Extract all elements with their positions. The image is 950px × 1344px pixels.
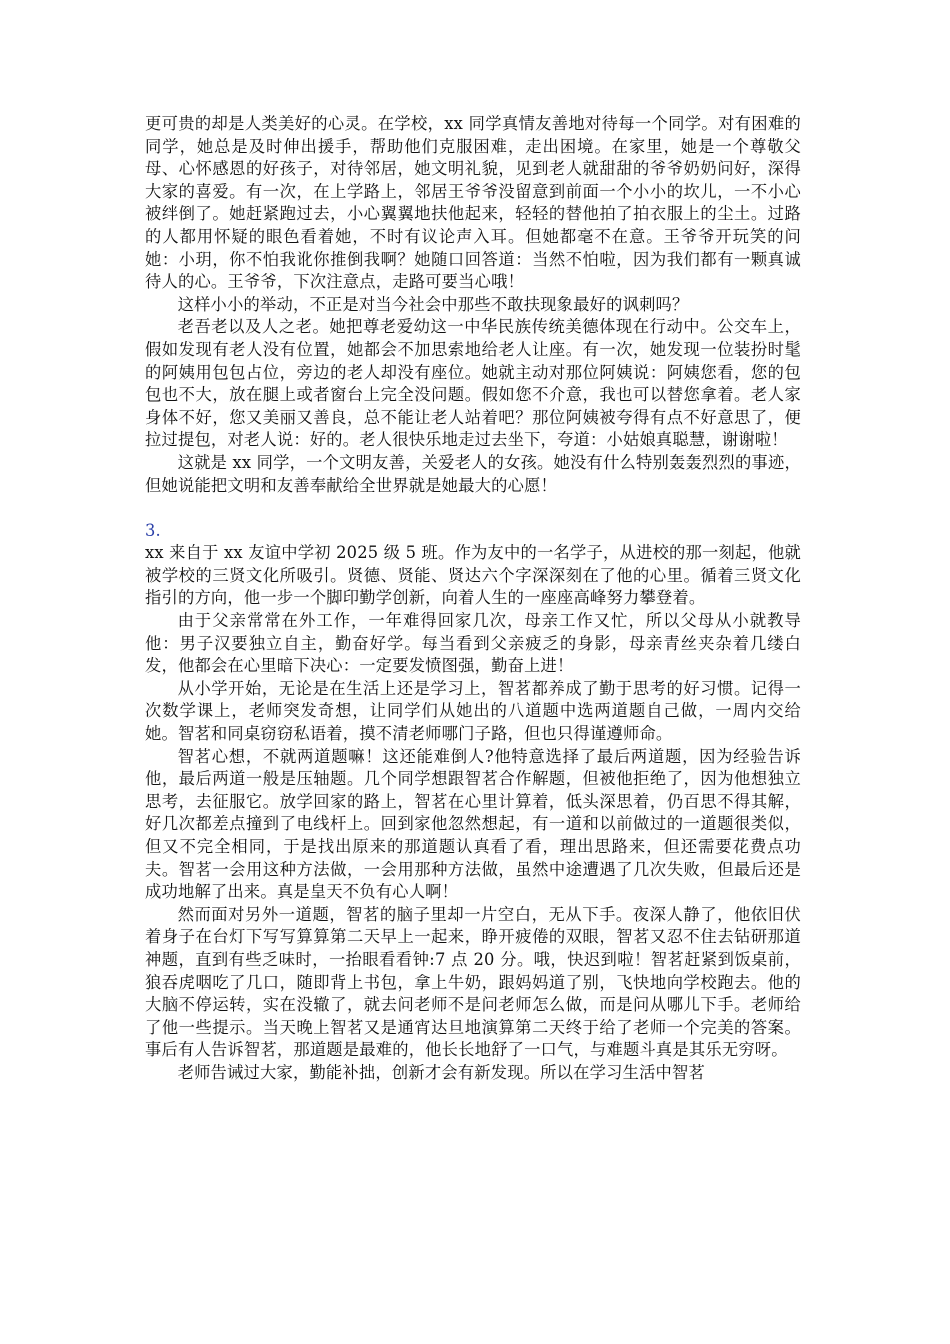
paragraph: 这样小小的举动，不正是对当今社会中那些不敢扶现象最好的讽刺吗？ <box>177 294 689 314</box>
blank-line <box>145 497 801 520</box>
paragraph: 由于父亲常常在外工作，一年难得回家几次，母亲工作又忙，所以父母从小就教导他：男子汉要独立自主，勤奋好学。每当看到父亲疲乏的身影，母亲青丝夹杂着几缕白发，他都会在心里暗下决心：一定要发愤图强，勤奋上进！ <box>145 611 801 676</box>
paragraph: 智茗心想，不就两道题嘛！这还能难倒人?他特意选择了最后两道题，因为经验告诉他，最后两道一般是压轴题。几个同学想跟智茗合作解题，但被他拒绝了，因为他想独立思考，去征服它。放学回家的路上，智茗在心里计算着，低头深思着，仍百思不得其解，好几次都差点撞到了电线杆上。回到家他忽然想起，有一道和以前做过的一道题很类似，但又不完全相同，于是找出原来的那道题认真看了看，理出思路来，但还需要花费点功夫。智茗一会用这种方法做，一会用那种方法做，虽然中途遭遇了几次失败，但最后还是成功地解了出来。真是皇天不负有心人啊！ <box>145 746 801 902</box>
paragraph: 老吾老以及人之老。她把尊老爱幼这一中华民族传统美德体现在行动中。公交车上，假如发现有老人没有位置，她都会不加思索地给老人让座。有一次，她发现一位装扮时髦的阿姨用包包占位，旁边的老人却没有座位。她就主动对那位阿姨说：阿姨您看，您的包包也不大，放在腿上或者窗台上完全没问题。假如您不介意，我也可以替您拿着。老人家身体不好，您又美丽又善良，总不能让老人站着吧？那位阿姨被夸得有点不好意思了，便拉过提包，对老人说：好的。老人很快乐地走过去坐下，夸道：小姑娘真聪慧，谢谢啦！ <box>145 317 801 450</box>
document-page <box>145 113 801 1085</box>
paragraph-continuation: 更可贵的却是人类美好的心灵。在学校，xx 同学真情友善地对待每一个同学。对有困难的同学，她总是及时伸出援手，帮助他们克服困难，走出困境。在家里，她是一个尊敬父母、心怀感恩的好孩子，对待邻居，她文明礼貌，见到老人就甜甜的爷爷奶奶问好，深得大家的喜爱。有一次，在上学路上，邻居王爷爷没留意到前面一个小小的坎儿，一不小心被绊倒了。她赶紧跑过去，小心翼翼地扶他起来，轻轻的替他拍了拍衣服上的尘土。过路的人都用怀疑的眼色看着她，不时有议论声入耳。但她都毫不在意。王爷爷开玩笑的问她：小玥，你不怕我讹你推倒我啊？她随口回答道：当然不怕啦，因为我们都有一颗真诚待人的心。王爷爷，下次注意点，走路可要当心哦！ <box>145 114 801 292</box>
paragraph: 老师告诫过大家，勤能补拙，创新才会有新发现。所以在学习生活中智茗 <box>177 1062 705 1082</box>
section-number: 3. <box>145 520 161 540</box>
paragraph: 从小学开始，无论是在生活上还是学习上，智茗都养成了勤于思考的好习惯。记得一次数学课上，老师突发奇想，让同学们从她出的八道题中选两道题自己做，一周内交给她。智茗和同桌窃窃私语着，摸不清老师哪门子路，但也只得谨遵师命。 <box>145 678 801 744</box>
paragraph: xx 来自于 xx 友谊中学初 2025 级 5 班。作为友中的一名学子，从进校的那一刻起，他就被学校的三贤文化所吸引。贤德、贤能、贤达六个字深深刻在了他的心里。循着三贤文化指引的方向，他一步一个脚印勤学创新，向着人生的一座座高峰努力攀登着。 <box>145 543 801 608</box>
paragraph: 这就是 xx 同学，一个文明友善，关爱老人的女孩。她没有什么特别轰轰烈烈的事迹，但她说能把文明和友善奉献给全世界就是她最大的心愿！ <box>145 452 801 495</box>
paragraph: 然而面对另外一道题，智茗的脑子里却一片空白，无从下手。夜深人静了，他依旧伏着身子在台灯下写写算算第二天早上一起来，睁开疲倦的双眼，智茗又忍不住去钻研那道神题，直到有些乏味时，一抬眼看看钟:7 点 20 分。哦，快迟到啦！智茗赶紧到饭桌前，狼吞虎咽吃了几口，随即背上书包，拿上牛奶，跟妈妈道了别，飞快地向学校跑去。他的大脑不停运转，实在没辙了，就去问老师不是问老师怎么做，而是问从哪儿下手。老师给了他一些提示。当天晚上智茗又是通宵达旦地演算第二天终于给了老师一个完美的答案。事后有人告诉智茗，那道题是最难的，他长长地舒了一口气，与难题斗真是其乐无穷呀。 <box>145 904 801 1060</box>
